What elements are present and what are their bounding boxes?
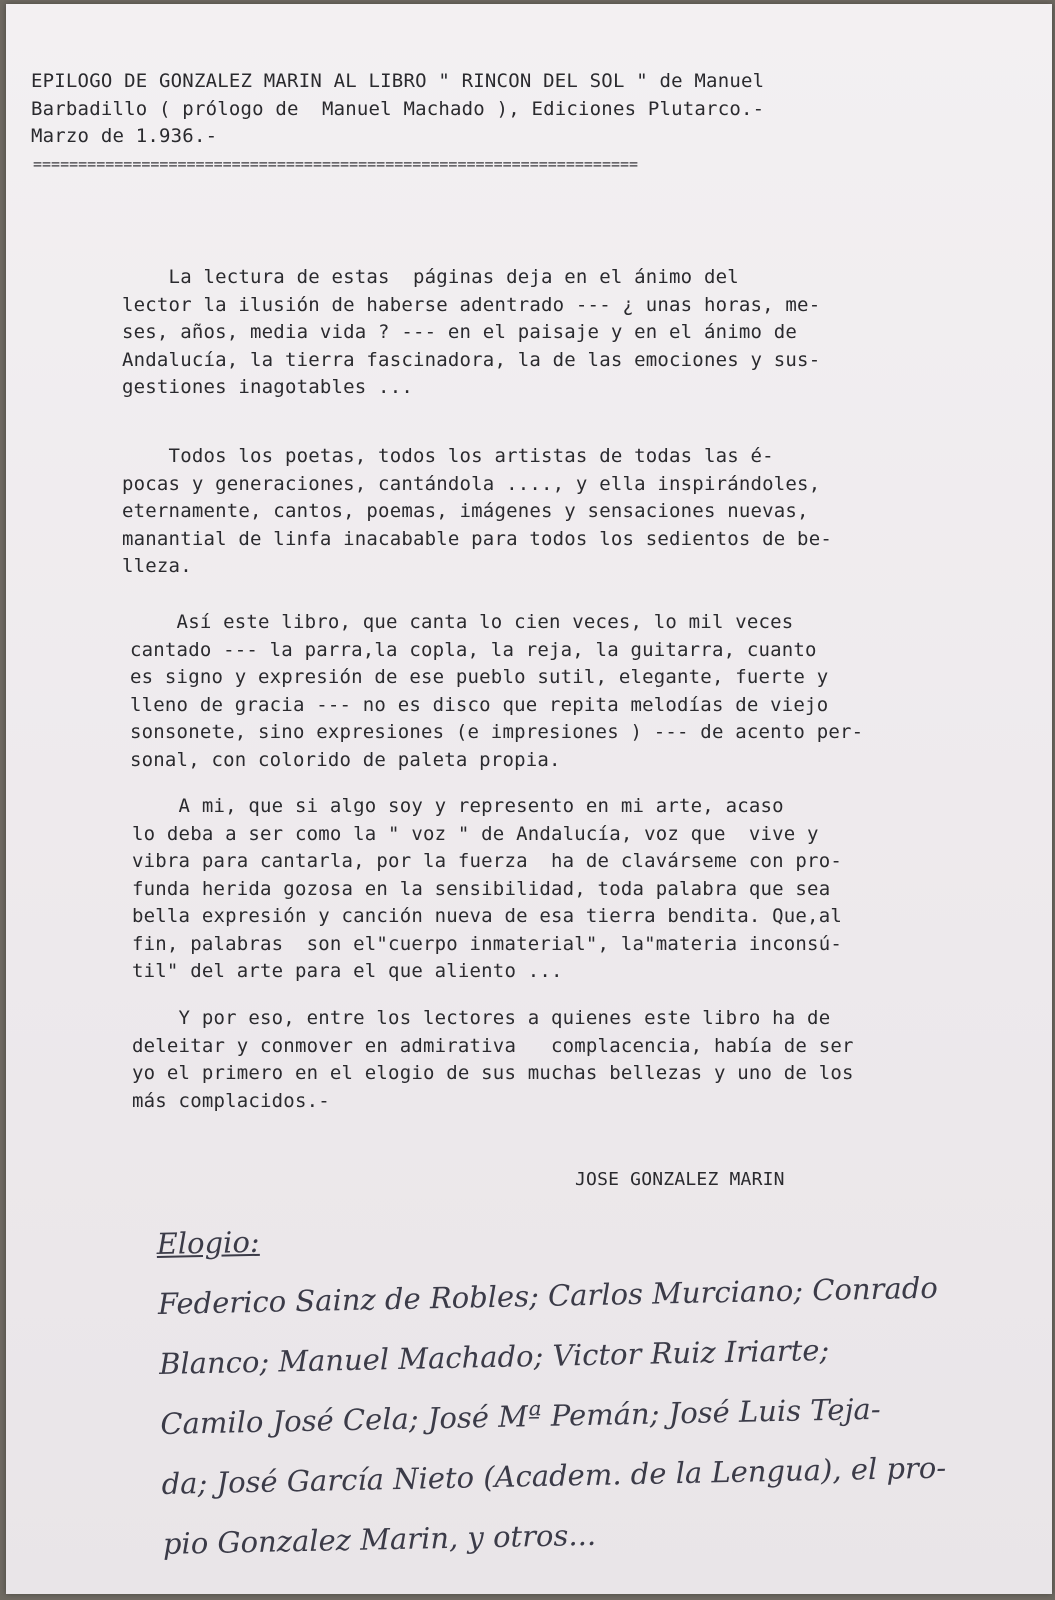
header-rule: ===================================================================: [33, 155, 639, 173]
document-page: [6, 4, 1052, 1594]
text-line: til" del arte para el que aliento ...: [132, 960, 563, 982]
text-line: bella expresión y canción nueva de esa tierra bendita. Que,al: [132, 905, 842, 927]
text-line: Todos los poetas, todos los artistas de todas las é-: [122, 445, 774, 467]
text-line: lleno de gracia --- no es disco que repita melodías de viejo: [130, 693, 829, 716]
text-line: Así este libro, que canta lo cien veces, lo mil veces: [130, 611, 794, 633]
handwritten-title: Elogio:: [156, 1224, 260, 1261]
text-line: cantado --- la parra,la copla, la reja, la guitarra, cuanto: [130, 638, 817, 661]
text-line: fin, palabras son el"cuerpo inmaterial", la"materia inconsú-: [132, 932, 842, 955]
text-line: sonal, con colorido de paleta propia.: [130, 748, 561, 771]
paragraph-4: [132, 793, 842, 986]
text-line: es signo y expresión de ese pueblo sutil, elegante, fuerte y: [130, 666, 829, 688]
text-line: manantial de linfa inacabable para todos los sedientos de be-: [122, 527, 832, 550]
text-line: A mi, que si algo soy y represento en mi arte, acaso: [132, 795, 784, 817]
handwritten-line: da; José García Nieto (Academ. de la Lengua), el pro-: [161, 1450, 947, 1501]
handwritten-line: pio Gonzalez Marin, y otros...: [162, 1517, 597, 1561]
text-line: deleitar y conmover en admirativa complacencia, había de ser: [132, 1034, 854, 1057]
text-line: Andalucía, la tierra fascinadora, la de las emociones y sus-: [122, 348, 821, 371]
document-header: [31, 68, 764, 151]
paragraph-1: [122, 264, 820, 402]
text-line: gestiones inagotables ...: [122, 376, 413, 398]
text-line: funda herida gozosa en la sensibilidad, toda palabra que sea: [132, 877, 831, 900]
text-line: eternamente, cantos, poemas, imágenes y sensaciones nuevas,: [122, 500, 809, 522]
text-line: vibra para cantarla, por la fuerza ha de clavárseme con pro-: [132, 850, 842, 872]
paragraph-3: [130, 609, 863, 774]
handwritten-line: Federico Sainz de Robles; Carlos Murciano; Conrado: [157, 1270, 939, 1321]
text-line: La lectura de estas páginas deja en el ánimo del: [122, 266, 739, 288]
handwritten-line: Blanco; Manuel Machado; Victor Ruiz Iriarte;: [158, 1332, 830, 1381]
text-line: lector la ilusión de haberse adentrado --- ¿ unas horas, me-: [122, 293, 821, 316]
handwritten-note: [156, 1198, 948, 1574]
text-line: sonsonete, sino expresiones (e impresiones ) --- de acento per-: [130, 721, 864, 743]
header-line-2: Barbadillo ( prólogo de Manuel Machado ), Ediciones Plutarco.-: [31, 97, 765, 120]
text-line: lleza.: [122, 555, 192, 577]
header-line-3: Marzo de 1.936.-: [31, 125, 218, 147]
text-line: Y por eso, entre los lectores a quienes este libro ha de: [132, 1007, 831, 1029]
signature: JOSE GONZALEZ MARIN: [575, 1169, 785, 1190]
text-line: lo deba a ser como la " voz " de Andalucía, voz que vive y: [132, 822, 819, 845]
text-line: más complacidos.-: [132, 1089, 330, 1112]
handwritten-line: Camilo José Cela; José Mª Pemán; José Luis Teja-: [160, 1391, 881, 1441]
paragraph-2: [122, 443, 832, 581]
header-line-1: EPILOGO DE GONZALEZ MARIN AL LIBRO " RINCON DEL SOL " de Manuel: [31, 70, 765, 92]
paragraph-5: [132, 1005, 854, 1115]
text-line: pocas y generaciones, cantándola ...., y ella inspirándoles,: [122, 472, 821, 495]
text-line: ses, años, media vida ? --- en el paisaje y en el ánimo de: [122, 321, 798, 343]
text-line: yo el primero en el elogio de sus muchas bellezas y uno de los: [132, 1062, 854, 1084]
